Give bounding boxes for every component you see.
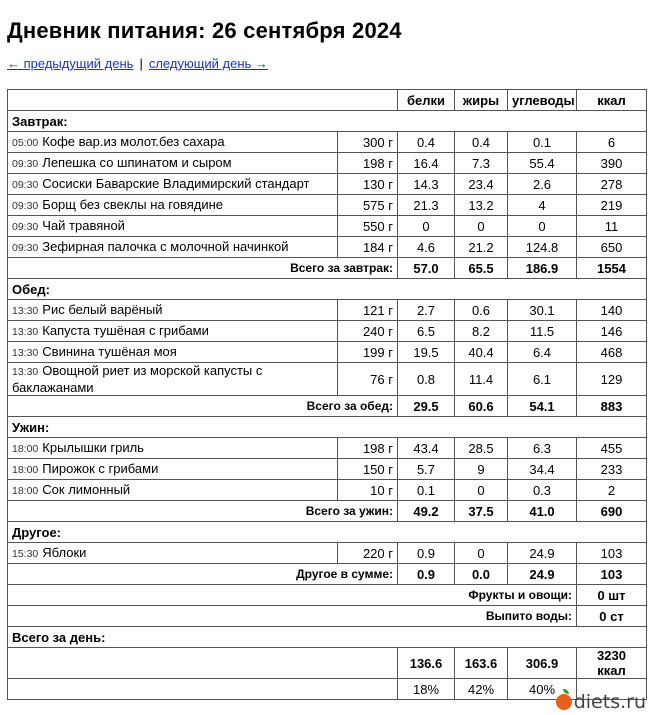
day-total-header bbox=[8, 627, 647, 648]
food-row[interactable] bbox=[8, 195, 647, 216]
total-carbs: 24.9 bbox=[508, 564, 577, 585]
food-name[interactable]: Зефирная палочка с молочной начинкой bbox=[42, 238, 289, 254]
total-fat: 0.0 bbox=[455, 564, 508, 585]
food-protein: 0 bbox=[398, 216, 455, 237]
food-kcal: 2 bbox=[577, 480, 647, 501]
food-fat: 0 bbox=[455, 480, 508, 501]
food-kcal: 219 bbox=[577, 195, 647, 216]
food-time: 13:30 bbox=[12, 346, 39, 359]
food-fat: 28.5 bbox=[455, 438, 508, 459]
table-header-row bbox=[8, 90, 647, 111]
food-weight: 76 г bbox=[338, 363, 398, 396]
food-time: 09:30 bbox=[12, 157, 39, 170]
food-fat: 0 bbox=[455, 216, 508, 237]
food-fat: 11.4 bbox=[455, 363, 508, 396]
day-percent-row bbox=[8, 679, 647, 700]
food-row[interactable] bbox=[8, 363, 647, 396]
food-protein: 0.8 bbox=[398, 363, 455, 396]
total-fat: 65.5 bbox=[455, 258, 508, 279]
food-kcal: 455 bbox=[577, 438, 647, 459]
section-header-dinner bbox=[8, 417, 647, 438]
food-name[interactable]: Лепешка со шпинатом и сыром bbox=[42, 154, 232, 170]
food-row[interactable] bbox=[8, 216, 647, 237]
fruits-label: Фрукты и овощи: bbox=[8, 585, 577, 606]
food-time: 13:30 bbox=[12, 325, 39, 338]
nav-separator: | bbox=[139, 56, 143, 71]
day-fat-pct: 42% bbox=[455, 679, 508, 700]
food-carbs: 0 bbox=[508, 216, 577, 237]
apple-icon bbox=[556, 694, 572, 710]
food-weight: 199 г bbox=[338, 342, 398, 363]
food-protein: 14.3 bbox=[398, 174, 455, 195]
food-protein: 5.7 bbox=[398, 459, 455, 480]
food-kcal: 140 bbox=[577, 300, 647, 321]
food-row[interactable] bbox=[8, 300, 647, 321]
food-cell bbox=[8, 543, 338, 564]
section-total-dinner bbox=[8, 501, 647, 522]
food-weight: 198 г bbox=[338, 153, 398, 174]
food-time: 15:30 bbox=[12, 547, 39, 560]
food-name[interactable]: Сосиски Баварские Владимирский стандарт bbox=[42, 175, 310, 191]
food-protein: 0.1 bbox=[398, 480, 455, 501]
food-carbs: 6.4 bbox=[508, 342, 577, 363]
food-kcal: 278 bbox=[577, 174, 647, 195]
food-cell bbox=[8, 195, 338, 216]
food-name[interactable]: Кофе вар.из молот.без сахара bbox=[42, 133, 225, 149]
food-cell bbox=[8, 153, 338, 174]
food-carbs: 0.1 bbox=[508, 132, 577, 153]
total-label: Всего за ужин: bbox=[8, 501, 398, 522]
food-fat: 7.3 bbox=[455, 153, 508, 174]
food-protein: 6.5 bbox=[398, 321, 455, 342]
day-total-empty bbox=[8, 648, 398, 679]
day-navigation bbox=[7, 56, 268, 71]
food-time: 18:00 bbox=[12, 442, 39, 455]
food-kcal: 11 bbox=[577, 216, 647, 237]
food-time: 09:30 bbox=[12, 220, 39, 233]
food-name[interactable]: Рис белый варёный bbox=[42, 301, 163, 317]
food-row[interactable] bbox=[8, 132, 647, 153]
food-row[interactable] bbox=[8, 459, 647, 480]
day-percent-empty bbox=[8, 679, 398, 700]
header-carbs: углеводы bbox=[508, 90, 577, 111]
food-carbs: 2.6 bbox=[508, 174, 577, 195]
day-carbs: 306.9 bbox=[508, 648, 577, 679]
food-protein: 0.9 bbox=[398, 543, 455, 564]
food-kcal: 103 bbox=[577, 543, 647, 564]
food-row[interactable] bbox=[8, 321, 647, 342]
total-label: Всего за обед: bbox=[8, 396, 398, 417]
food-weight: 184 г bbox=[338, 237, 398, 258]
food-time: 18:00 bbox=[12, 484, 39, 497]
food-carbs: 124.8 bbox=[508, 237, 577, 258]
food-time: 18:00 bbox=[12, 463, 39, 476]
section-header-lunch bbox=[8, 279, 647, 300]
total-label: Другое в сумме: bbox=[8, 564, 398, 585]
food-kcal: 468 bbox=[577, 342, 647, 363]
day-protein-pct: 18% bbox=[398, 679, 455, 700]
diets-logo bbox=[556, 691, 646, 713]
food-row[interactable] bbox=[8, 153, 647, 174]
section-header-breakfast bbox=[8, 111, 647, 132]
fruits-row bbox=[8, 585, 647, 606]
food-carbs: 6.3 bbox=[508, 438, 577, 459]
food-cell bbox=[8, 342, 338, 363]
total-fat: 37.5 bbox=[455, 501, 508, 522]
total-kcal: 883 bbox=[577, 396, 647, 417]
food-carbs: 30.1 bbox=[508, 300, 577, 321]
food-time: 09:30 bbox=[12, 178, 39, 191]
food-cell bbox=[8, 300, 338, 321]
total-kcal: 1554 bbox=[577, 258, 647, 279]
food-time: 05:00 bbox=[12, 136, 39, 149]
food-time: 09:30 bbox=[12, 199, 39, 212]
food-time: 13:30 bbox=[12, 366, 39, 378]
food-cell bbox=[8, 363, 338, 396]
food-weight: 130 г bbox=[338, 174, 398, 195]
food-carbs: 55.4 bbox=[508, 153, 577, 174]
section-total-lunch bbox=[8, 396, 647, 417]
food-weight: 10 г bbox=[338, 480, 398, 501]
header-empty bbox=[8, 90, 398, 111]
food-time: 13:30 bbox=[12, 304, 39, 317]
food-weight: 220 г bbox=[338, 543, 398, 564]
section-total-breakfast bbox=[8, 258, 647, 279]
food-name[interactable]: Яблоки bbox=[42, 544, 87, 560]
section-label: Обед: bbox=[8, 279, 647, 300]
food-carbs: 4 bbox=[508, 195, 577, 216]
food-kcal: 146 bbox=[577, 321, 647, 342]
day-protein: 136.6 bbox=[398, 648, 455, 679]
food-cell bbox=[8, 321, 338, 342]
food-protein: 43.4 bbox=[398, 438, 455, 459]
food-weight: 575 г bbox=[338, 195, 398, 216]
total-kcal: 103 bbox=[577, 564, 647, 585]
food-carbs: 0.3 bbox=[508, 480, 577, 501]
food-cell bbox=[8, 216, 338, 237]
food-protein: 0.4 bbox=[398, 132, 455, 153]
food-cell bbox=[8, 174, 338, 195]
food-fat: 23.4 bbox=[455, 174, 508, 195]
total-protein: 29.5 bbox=[398, 396, 455, 417]
header-fat: жиры bbox=[455, 90, 508, 111]
food-kcal: 233 bbox=[577, 459, 647, 480]
food-fat: 0.6 bbox=[455, 300, 508, 321]
section-total-other bbox=[8, 564, 647, 585]
food-kcal: 650 bbox=[577, 237, 647, 258]
food-fat: 40.4 bbox=[455, 342, 508, 363]
food-protein: 21.3 bbox=[398, 195, 455, 216]
food-name[interactable]: Крылышки гриль bbox=[42, 439, 144, 455]
food-name[interactable]: Капуста тушёная с грибами bbox=[42, 322, 209, 338]
food-diary-table bbox=[7, 89, 647, 700]
food-carbs: 11.5 bbox=[508, 321, 577, 342]
food-carbs: 6.1 bbox=[508, 363, 577, 396]
header-protein: белки bbox=[398, 90, 455, 111]
food-kcal: 6 bbox=[577, 132, 647, 153]
next-day-link[interactable]: следующий день → bbox=[148, 56, 268, 71]
food-time: 09:30 bbox=[12, 241, 39, 254]
fruits-value: 0 шт bbox=[577, 585, 647, 606]
food-name[interactable]: Пирожок с грибами bbox=[42, 460, 159, 476]
food-protein: 2.7 bbox=[398, 300, 455, 321]
total-protein: 0.9 bbox=[398, 564, 455, 585]
total-kcal: 690 bbox=[577, 501, 647, 522]
food-protein: 4.6 bbox=[398, 237, 455, 258]
section-label: Ужин: bbox=[8, 417, 647, 438]
food-row[interactable] bbox=[8, 237, 647, 258]
food-row[interactable] bbox=[8, 174, 647, 195]
food-weight: 150 г bbox=[338, 459, 398, 480]
food-fat: 21.2 bbox=[455, 237, 508, 258]
food-weight: 550 г bbox=[338, 216, 398, 237]
food-weight: 300 г bbox=[338, 132, 398, 153]
food-protein: 19.5 bbox=[398, 342, 455, 363]
section-label: Другое: bbox=[8, 522, 647, 543]
food-row[interactable] bbox=[8, 342, 647, 363]
section-label: Завтрак: bbox=[8, 111, 647, 132]
food-fat: 9 bbox=[455, 459, 508, 480]
food-fat: 8.2 bbox=[455, 321, 508, 342]
total-fat: 60.6 bbox=[455, 396, 508, 417]
food-carbs: 24.9 bbox=[508, 543, 577, 564]
day-total-row bbox=[8, 648, 647, 679]
food-row[interactable] bbox=[8, 480, 647, 501]
food-cell bbox=[8, 237, 338, 258]
prev-day-link[interactable]: ← предыдущий день bbox=[7, 56, 134, 71]
food-cell bbox=[8, 438, 338, 459]
food-fat: 13.2 bbox=[455, 195, 508, 216]
logo-text: diets.ru bbox=[573, 691, 646, 713]
food-cell bbox=[8, 459, 338, 480]
page-title: Дневник питания: 26 сентября 2024 bbox=[7, 18, 402, 43]
section-header-other bbox=[8, 522, 647, 543]
food-row[interactable] bbox=[8, 438, 647, 459]
food-name[interactable]: Сок лимонный bbox=[42, 481, 131, 497]
food-weight: 240 г bbox=[338, 321, 398, 342]
day-carbs-pct: 40% bbox=[508, 679, 577, 700]
food-carbs: 34.4 bbox=[508, 459, 577, 480]
total-label: Всего за завтрак: bbox=[8, 258, 398, 279]
water-row bbox=[8, 606, 647, 627]
total-carbs: 186.9 bbox=[508, 258, 577, 279]
food-fat: 0.4 bbox=[455, 132, 508, 153]
food-cell bbox=[8, 132, 338, 153]
day-kcal: 3230 ккал bbox=[577, 648, 647, 679]
total-carbs: 41.0 bbox=[508, 501, 577, 522]
food-weight: 198 г bbox=[338, 438, 398, 459]
food-kcal: 390 bbox=[577, 153, 647, 174]
food-row[interactable] bbox=[8, 543, 647, 564]
food-weight: 121 г bbox=[338, 300, 398, 321]
total-carbs: 54.1 bbox=[508, 396, 577, 417]
food-cell bbox=[8, 480, 338, 501]
food-name[interactable]: Борщ без свеклы на говядине bbox=[42, 196, 224, 212]
total-protein: 49.2 bbox=[398, 501, 455, 522]
food-name[interactable]: Чай травяной bbox=[42, 217, 125, 233]
day-total-label: Всего за день: bbox=[8, 627, 647, 648]
total-protein: 57.0 bbox=[398, 258, 455, 279]
food-kcal: 129 bbox=[577, 363, 647, 396]
food-fat: 0 bbox=[455, 543, 508, 564]
food-protein: 16.4 bbox=[398, 153, 455, 174]
header-kcal: ккал bbox=[577, 90, 647, 111]
day-fat: 163.6 bbox=[455, 648, 508, 679]
water-value: 0 ст bbox=[577, 606, 647, 627]
food-name[interactable]: Свинина тушёная моя bbox=[42, 343, 177, 359]
food-name[interactable]: Овощной риет из морской капусты с баклажанами bbox=[12, 363, 263, 395]
water-label: Выпито воды: bbox=[8, 606, 577, 627]
